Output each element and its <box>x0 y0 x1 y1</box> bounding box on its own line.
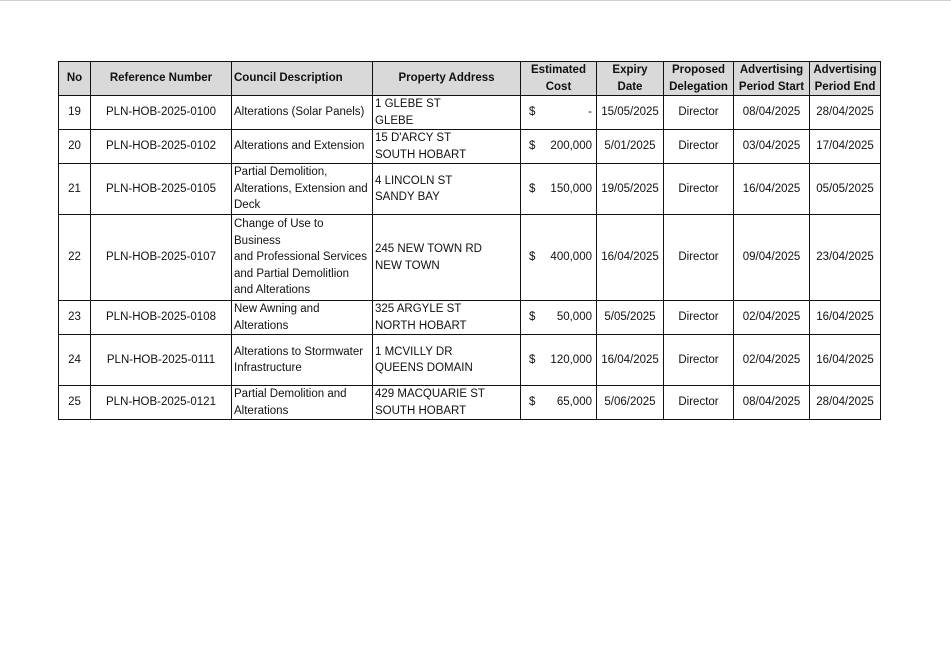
table-row <box>59 215 881 301</box>
cell-no: 21 <box>59 164 91 215</box>
cell-line: Deck <box>234 199 261 212</box>
cell-line: 1 GLEBE ST <box>375 98 441 110</box>
cell-advertising-period-start: 08/04/2025 <box>734 96 810 130</box>
header-advertising-period-start <box>734 62 810 96</box>
table-row <box>59 335 881 386</box>
cell-council-description <box>232 130 373 164</box>
header-council-description: Council Description <box>232 62 373 96</box>
cell-line: 325 ARGYLE ST <box>375 303 462 315</box>
table-row <box>59 301 881 335</box>
table-row <box>59 386 881 420</box>
cell-council-description <box>232 215 373 301</box>
cell-property-address <box>373 164 521 215</box>
cell-estimated-cost <box>521 96 597 130</box>
cell-proposed-delegation: Director <box>664 301 734 335</box>
cell-line: New Awning and <box>234 303 320 315</box>
cost-amount: - <box>588 106 592 119</box>
cell-line: QUEENS DOMAIN <box>375 362 473 374</box>
cost-amount: 50,000 <box>556 311 592 324</box>
cell-reference-number: PLN-HOB-2025-0107 <box>91 215 232 301</box>
cell-advertising-period-end: 16/04/2025 <box>810 301 881 335</box>
cell-line: 15 D'ARCY ST <box>375 132 452 144</box>
cell-line: Alterations, Extension and <box>234 182 368 195</box>
header-expiry-date: Expiry Date <box>597 62 664 96</box>
cell-council-description <box>232 96 373 130</box>
cell-property-address <box>373 386 521 420</box>
cell-expiry-date: 16/04/2025 <box>597 335 664 386</box>
cell-line: GLEBE <box>375 114 414 127</box>
cell-council-description <box>232 386 373 420</box>
header-line: Delegation <box>669 80 728 93</box>
table-row <box>59 164 881 215</box>
cell-proposed-delegation: Director <box>664 215 734 301</box>
cell-advertising-period-end: 16/04/2025 <box>810 335 881 386</box>
cell-advertising-period-end: 28/04/2025 <box>810 96 881 130</box>
cell-expiry-date: 5/01/2025 <box>597 130 664 164</box>
cell-no: 24 <box>59 335 91 386</box>
header-line: Estimated <box>531 64 586 76</box>
cell-advertising-period-end: 28/04/2025 <box>810 386 881 420</box>
cell-proposed-delegation: Director <box>664 130 734 164</box>
cell-property-address <box>373 301 521 335</box>
cell-expiry-date: 19/05/2025 <box>597 164 664 215</box>
cell-proposed-delegation: Director <box>664 335 734 386</box>
header-proposed-delegation <box>664 62 734 96</box>
cell-expiry-date: 16/04/2025 <box>597 215 664 301</box>
cost-amount: 65,000 <box>556 396 592 409</box>
cell-no: 19 <box>59 96 91 130</box>
cell-no: 23 <box>59 301 91 335</box>
header-line: Cost <box>545 80 572 93</box>
cell-line: Partial Demolition and <box>234 388 347 400</box>
cell-estimated-cost <box>521 386 597 420</box>
cell-estimated-cost <box>521 335 597 386</box>
cell-line: 4 LINCOLN ST <box>375 174 453 187</box>
cell-estimated-cost <box>521 164 597 215</box>
cell-estimated-cost <box>521 130 597 164</box>
cell-advertising-period-start: 03/04/2025 <box>734 130 810 164</box>
cell-no: 25 <box>59 386 91 420</box>
cell-line: Alterations to Stormwater <box>234 345 364 358</box>
cell-line: SANDY BAY <box>375 191 440 203</box>
cell-property-address <box>373 96 521 130</box>
cell-reference-number: PLN-HOB-2025-0100 <box>91 96 232 130</box>
cost-amount: 200,000 <box>550 140 592 153</box>
cell-line: SOUTH HOBART <box>375 404 467 417</box>
cell-reference-number: PLN-HOB-2025-0105 <box>91 164 232 215</box>
cell-property-address <box>373 130 521 164</box>
cell-line: and Partial Demolitlion <box>234 267 350 280</box>
cell-line: Infrastructure <box>234 362 302 374</box>
cell-advertising-period-end: 17/04/2025 <box>810 130 881 164</box>
cell-advertising-period-start: 16/04/2025 <box>734 164 810 215</box>
table-body <box>59 96 881 420</box>
cell-line: 429 MACQUARIE ST <box>375 388 485 400</box>
cell-line: NEW TOWN <box>375 259 440 272</box>
page-top-border <box>0 0 951 1</box>
cell-line: Alterations <box>234 319 289 332</box>
header-property-address: Property Address <box>373 62 521 96</box>
header-line: Period Start <box>738 80 805 93</box>
header-line: Advertising <box>813 64 877 76</box>
cell-reference-number: PLN-HOB-2025-0121 <box>91 386 232 420</box>
header-line: Proposed <box>671 64 726 76</box>
cell-line: Change of Use to Business <box>234 218 324 247</box>
cell-advertising-period-start: 02/04/2025 <box>734 335 810 386</box>
cell-reference-number: PLN-HOB-2025-0108 <box>91 301 232 335</box>
planning-applications-table <box>58 61 881 420</box>
cell-no: 20 <box>59 130 91 164</box>
table-header-row <box>59 62 881 96</box>
cell-council-description <box>232 301 373 335</box>
cell-advertising-period-end: 23/04/2025 <box>810 215 881 301</box>
cell-proposed-delegation: Director <box>664 164 734 215</box>
cell-proposed-delegation: Director <box>664 386 734 420</box>
cell-council-description <box>232 164 373 215</box>
header-advertising-period-end <box>810 62 881 96</box>
cell-line: 245 NEW TOWN RD <box>375 243 482 255</box>
cell-line: and Alterations <box>234 284 311 297</box>
cost-amount: 150,000 <box>550 182 592 195</box>
currency-symbol: $ <box>529 396 536 409</box>
cell-no: 22 <box>59 215 91 301</box>
cell-line: NORTH HOBART <box>375 319 467 332</box>
cell-estimated-cost <box>521 301 597 335</box>
header-no: No <box>59 62 91 96</box>
table-row <box>59 130 881 164</box>
cell-reference-number: PLN-HOB-2025-0102 <box>91 130 232 164</box>
cell-property-address <box>373 335 521 386</box>
cost-amount: 120,000 <box>550 353 592 366</box>
currency-symbol: $ <box>529 353 536 366</box>
cell-line: SOUTH HOBART <box>375 148 467 161</box>
currency-symbol: $ <box>529 182 536 195</box>
currency-symbol: $ <box>529 140 536 153</box>
cell-reference-number: PLN-HOB-2025-0111 <box>91 335 232 386</box>
cell-line: Alterations <box>234 404 289 417</box>
cost-amount: 400,000 <box>550 251 592 264</box>
cell-council-description <box>232 335 373 386</box>
table-row <box>59 96 881 130</box>
currency-symbol: $ <box>529 251 536 264</box>
cell-proposed-delegation: Director <box>664 96 734 130</box>
cell-line: Alterations (Solar Panels) <box>234 106 365 119</box>
cell-expiry-date: 5/05/2025 <box>597 301 664 335</box>
cell-advertising-period-start: 02/04/2025 <box>734 301 810 335</box>
cell-line: and Professional Services <box>234 251 367 264</box>
header-reference-number: Reference Number <box>91 62 232 96</box>
cell-estimated-cost <box>521 215 597 301</box>
cell-advertising-period-end: 05/05/2025 <box>810 164 881 215</box>
cell-advertising-period-start: 08/04/2025 <box>734 386 810 420</box>
header-line: Period End <box>814 80 876 93</box>
cell-advertising-period-start: 09/04/2025 <box>734 215 810 301</box>
cell-line: Partial Demolition, <box>234 166 328 179</box>
cell-expiry-date: 5/06/2025 <box>597 386 664 420</box>
header-estimated-cost <box>521 62 597 96</box>
cell-property-address <box>373 215 521 301</box>
currency-symbol: $ <box>529 311 536 324</box>
header-line: Advertising <box>739 64 804 76</box>
cell-line: Alterations and Extension <box>234 140 365 153</box>
cell-expiry-date: 15/05/2025 <box>597 96 664 130</box>
cell-line: 1 MCVILLY DR <box>375 345 453 358</box>
currency-symbol: $ <box>529 106 536 119</box>
